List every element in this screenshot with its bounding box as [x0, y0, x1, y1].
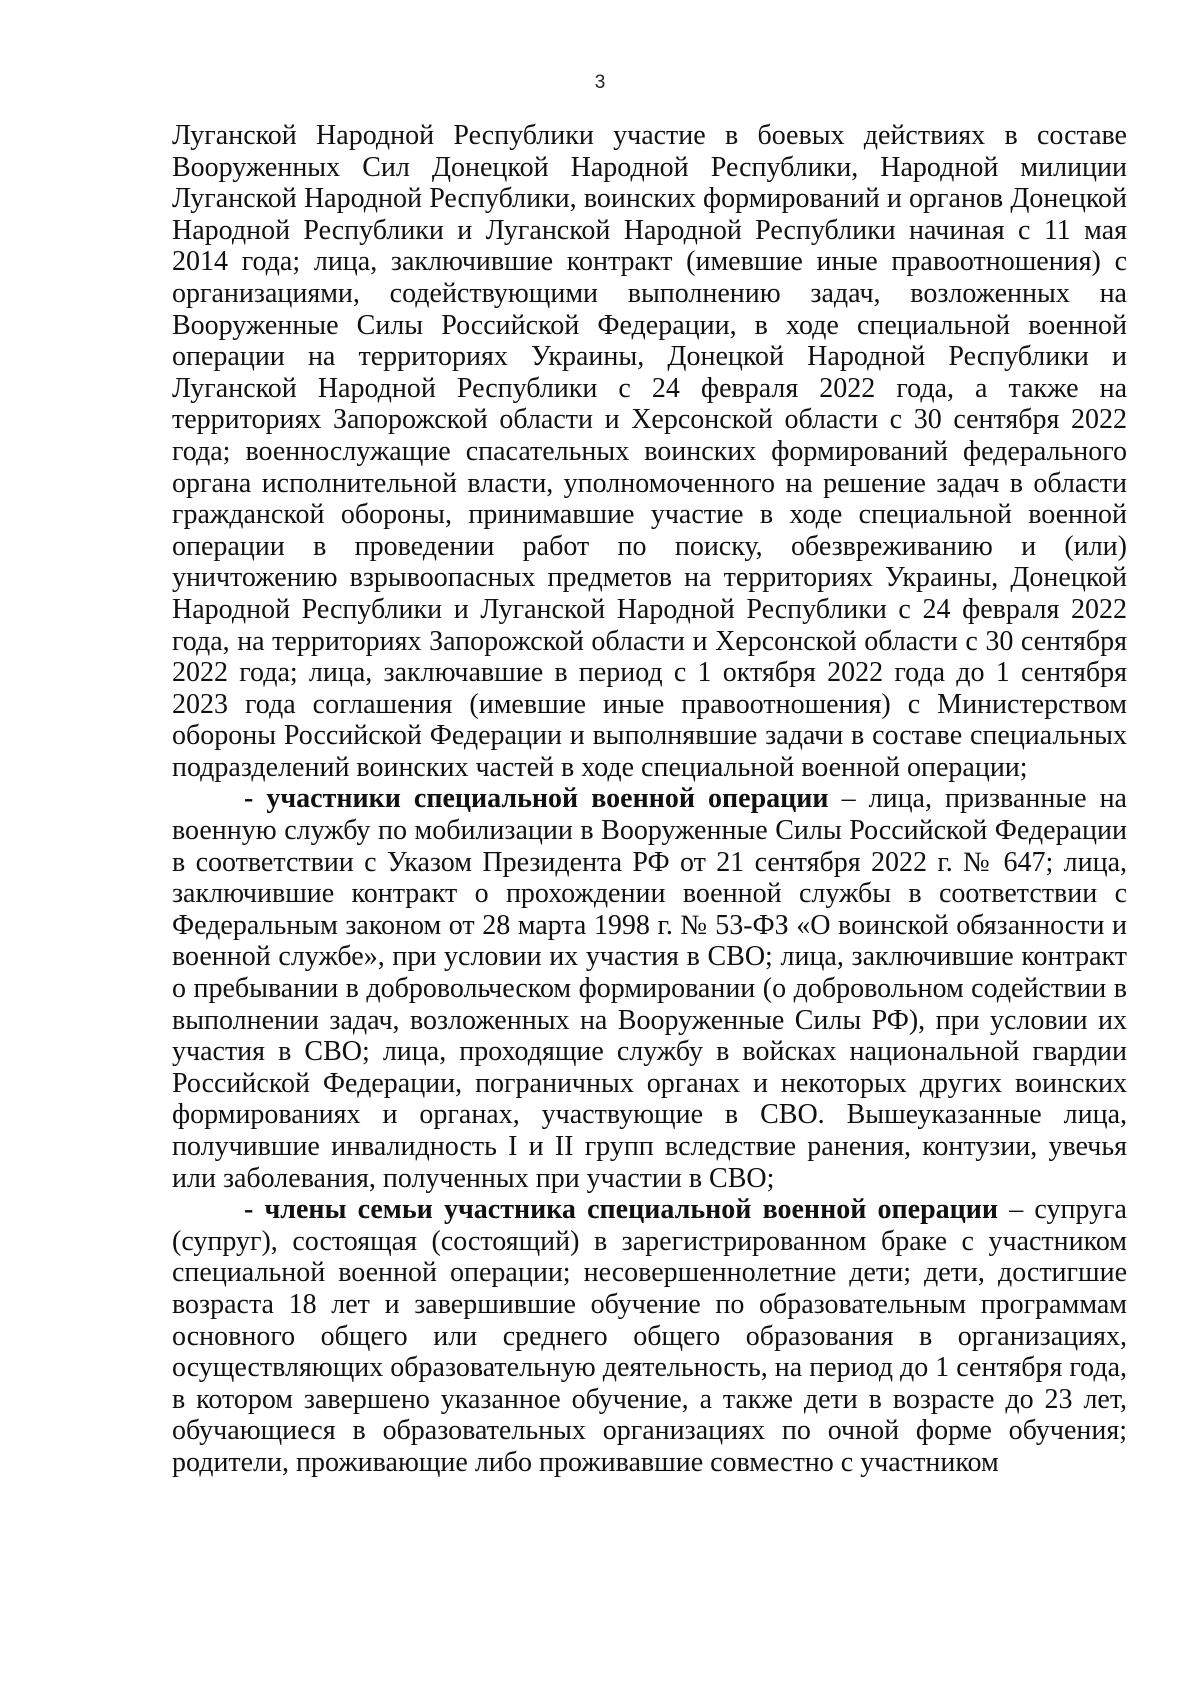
definition-family-members: – супруга (супруг), состоящая (состоящий) в зарегистрированном браке с участником специальной военной операции; несовершеннолетние дети; дети, достигшие возраста 18 лет и завершившие обучение по образовательным программам основного общего или среднего общего образования в организациях, осуществляющих образовательную деятельность, на период до 1 сентября года, в котором завершено указанное обучение, а также дети в возрасте до 23 лет, обучающиеся в образовательных организациях по очной форме обучения; родители, проживающие либо проживавшие совместно с участником — [172, 1194, 1127, 1478]
page-number: 3 — [594, 72, 606, 93]
paragraph-continuation — [172, 120, 1127, 783]
term-svo-participants: - участники специальной военной операции — [244, 783, 829, 815]
document-body — [172, 120, 1127, 1479]
definition-svo-participants: – лица, призванные на военную службу по мобилизации в Вооруженные Силы Российской Федерации в соответствии с Указом Президента РФ от 21 сентября 2022 г. № 647; лица, заключившие контракт о прохождении военной службы в соответствии с Федеральным законом от 28 марта 1998 г. № 53-ФЗ «О воинской обязанности и военной службе», при условии их участия в СВО; лица, заключившие контракт о пребывании в добровольческом формировании (о добровольном содействии в выполнении задач, возложенных на Вооруженные Силы РФ), при условии их участия в СВО; лица, проходящие службу в войсках национальной гвардии Российской Федерации, пограничных органах и некоторых других воинских формированиях и органах, участвующие в СВО. Вышеуказанные лица, получившие инвалидность I и II групп вследствие ранения, контузии, увечья или заболевания, полученных при участии в СВО; — [172, 783, 1127, 1194]
term-family-members: - члены семьи участника специальной военной операции — [244, 1194, 999, 1226]
paragraph-svo-participants — [172, 783, 1127, 1194]
paragraph-text: Луганской Народной Республики участие в боевых действиях в составе Вооруженных Сил Донецкой Народной Республики, Народной милиции Луганской Народной Республики, воинских формирований и органов Донецкой Народной Республики и Луганской Народной Республики начиная с 11 мая 2014 года; лица, заключившие контракт (имевшие иные правоотношения) с организациями, содействующими выполнению задач, возложенных на Вооруженные Силы Российской Федерации, в ходе специальной военной операции на территориях Украины, Донецкой Народной Республики и Луганской Народной Республики с 24 февраля 2022 года, а также на территориях Запорожской области и Херсонской области с 30 сентября 2022 года; военнослужащие спасательных воинских формирований федерального органа исполнительной власти, уполномоченного на решение задач в области гражданской обороны, принимавшие участие в ходе специальной военной операции в проведении работ по поиску, обезвреживанию и (или) уничтожению взрывоопасных предметов на территориях Украины, Донецкой Народной Республики и Луганской Народной Республики с 24 февраля 2022 года, на территориях Запорожской области и Херсонской области с 30 сентября 2022 года; лица, заключавшие в период с 1 октября 2022 года до 1 сентября 2023 года соглашения (имевшие иные правоотношения) с Министерством обороны Российской Федерации и выполнявшие задачи в составе специальных подразделений воинских частей в ходе специальной военной операции; — [172, 120, 1127, 783]
paragraph-family-members — [172, 1194, 1127, 1478]
